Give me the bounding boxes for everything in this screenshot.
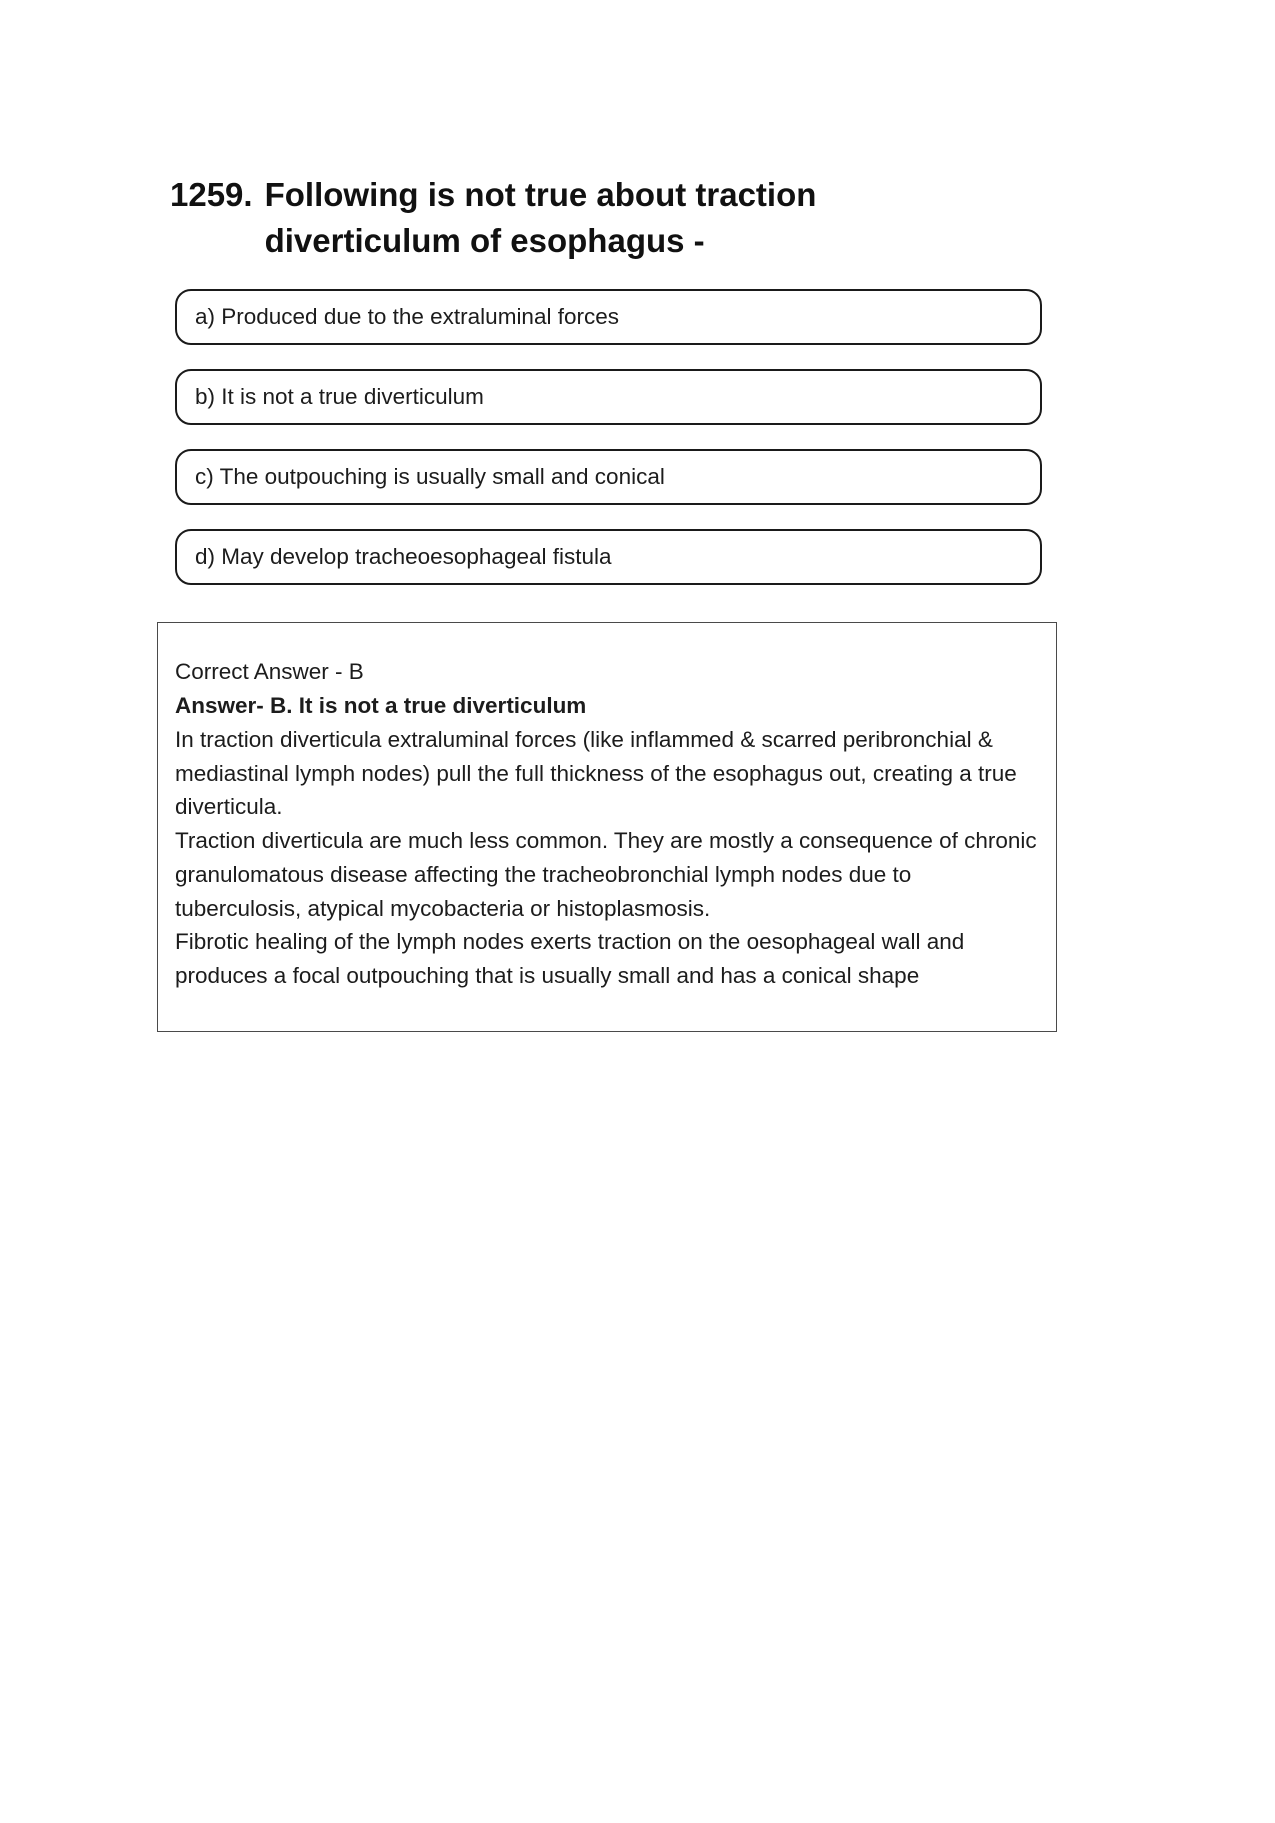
question-text: Following is not true about traction diverticulum of esophagus - bbox=[264, 176, 817, 260]
option-b[interactable] bbox=[175, 369, 1042, 425]
option-a-label: a) Produced due to the extraluminal forces bbox=[195, 304, 619, 330]
option-c-label: c) The outpouching is usually small and conical bbox=[195, 464, 665, 490]
correct-answer-line: Correct Answer - B bbox=[175, 659, 364, 685]
quiz-page bbox=[0, 172, 1275, 1823]
option-a[interactable] bbox=[175, 289, 1042, 345]
option-c[interactable] bbox=[175, 449, 1042, 505]
answer-line: Answer- B. It is not a true diverticulum bbox=[175, 693, 587, 719]
options-list bbox=[175, 289, 1042, 585]
explanation-paragraph-3: Fibrotic healing of the lymph nodes exerts traction on the oesophageal wall and produces a focal outpouching that is usually small and has a conical shape bbox=[175, 929, 965, 989]
question-number: 1259. bbox=[170, 176, 253, 213]
answer-explanation-box bbox=[157, 622, 1057, 1032]
option-d-label: d) May develop tracheoesophageal fistula bbox=[195, 544, 612, 570]
explanation-paragraph-2: Traction diverticula are much less common. They are mostly a consequence of chronic granulomatous disease affecting the tracheobronchial lymph nodes due to tuberculosis, atypical mycobacteria or histoplasmosis. bbox=[175, 828, 1037, 921]
option-b-label: b) It is not a true diverticulum bbox=[195, 384, 484, 410]
explanation-paragraph-1: In traction diverticula extraluminal forces (like inflammed & scarred peribronchial & mediastinal lymph nodes) pull the full thickness of the esophagus out, creating a true diverticula. bbox=[175, 726, 1017, 820]
question-title bbox=[170, 172, 1275, 264]
option-d[interactable] bbox=[175, 529, 1042, 585]
